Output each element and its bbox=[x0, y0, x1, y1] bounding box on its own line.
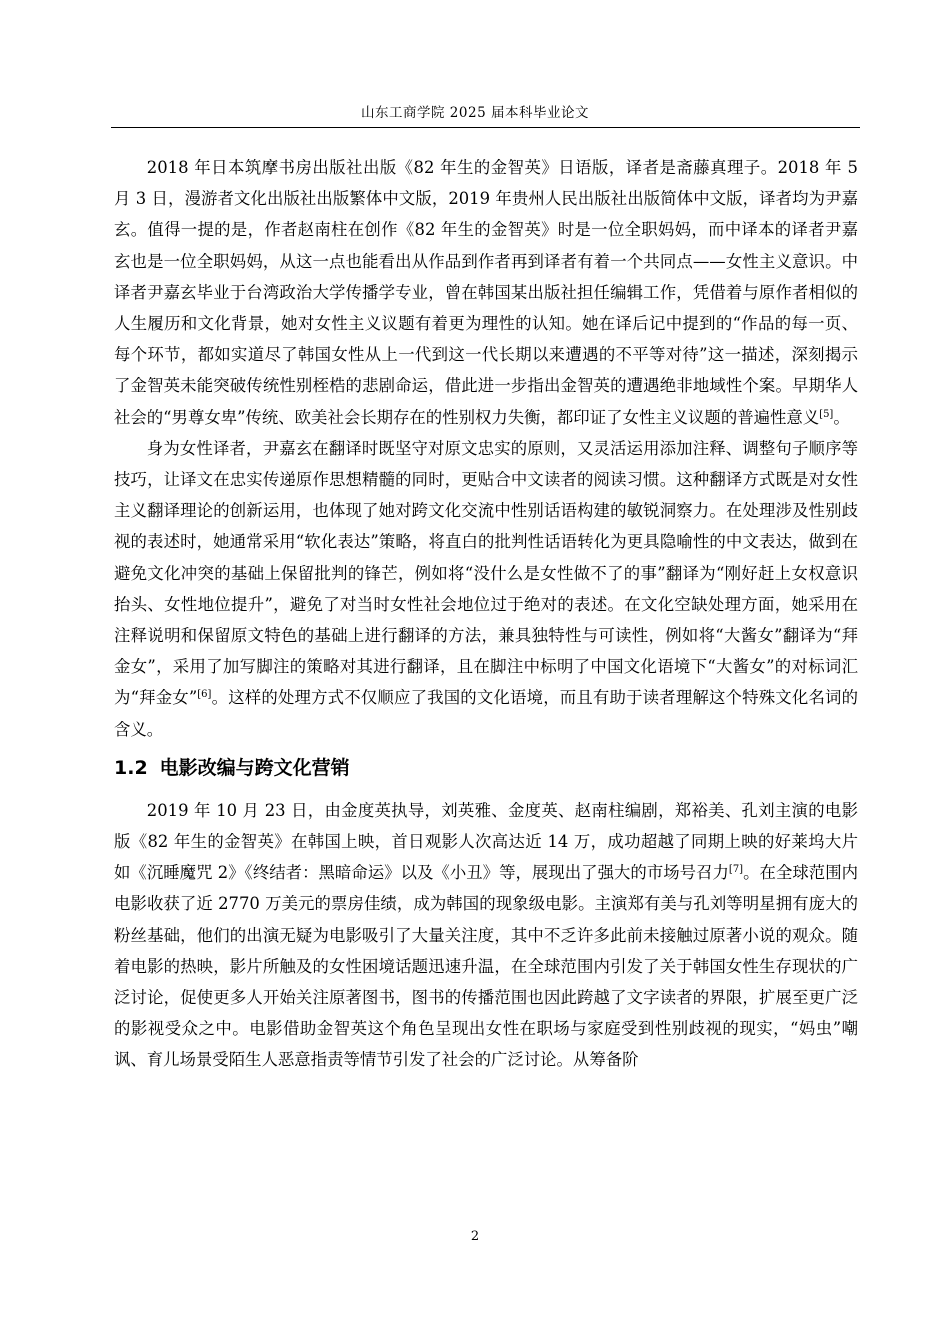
paragraph-text: 2018 年日本筑摩书房出版社出版《82 年生的金智英》日语版，译者是斋藤真理子。2018 年 5 月 3 日，漫游者文化出版社出版繁体中文版，2019 年贵州人民出版社出版简体中文版，译者均为尹嘉玄。值得一提的是，作者赵南柱在创作《82 年生的金智英》时是一位全职妈妈，而中译本的译者尹嘉玄也是一位全职妈妈，从这一点也能看出从作品到作者再到译者有着一个共同点——女性主义意识。中译者尹嘉玄毕业于台湾政治大学传播学专业，曾在韩国某出版社担任编辑工作，凭借着与原作者相似的人生履历和文化背景，她对女性主义议题有着更为理性的认知。她在译后记中提到的“作品的每一页、每个环节，都如实道尽了韩国女性从上一代到这一代长期以来遭遇的不平等对待”这一描述，深刻揭示了金智英未能突破传统性别桎梏的悲剧命运，借此进一步指出金智英的遭遇绝非地域性个案。早期华人社会的“男尊女卑”传统、欧美社会长期存在的性别权力失衡，都印证了女性主义议题的普遍性意义 bbox=[114, 158, 858, 427]
page-number: 2 bbox=[470, 1229, 480, 1244]
citation-ref: [5] bbox=[819, 408, 834, 420]
paragraph-film-adaptation bbox=[114, 795, 858, 1076]
paragraph-text: 身为女性译者，尹嘉玄在翻译时既坚守对原文忠实的原则，又灵活运用添加注释、调整句子顺序等技巧，让译文在忠实传递原作思想精髓的同时，更贴合中文读者的阅读习惯。这种翻译方式既是对女性主义翻译理论的创新运用，也体现了她对跨文化交流中性别话语构建的敏锐洞察力。在处理涉及性别歧视的表述时，她通常采用“软化表达”策略，将直白的批判性话语转化为更具隐喻性的中文表达，做到在避免文化冲突的基础上保留批判的锋芒，例如将“没什么是女性做不了的事”翻译为“刚好赶上女权意识抬头、女性地位提升”，避免了对当时女性社会地位过于绝对的表述。在文化空缺处理方面，她采用在注释说明和保留原文特色的基础上进行翻译的方法，兼具独特性与可读性，例如将“大酱女”翻译为“拜金女”，采用了加写脚注的策略对其进行翻译，且在脚注中标明了中国文化语境下“大酱女”的对标词汇为“拜金女” bbox=[114, 438, 858, 708]
paragraph-text-tail: 。这样的处理方式不仅顺应了我国的文化语境，而且有助于读者理解这个特殊文化名词的含义。 bbox=[114, 688, 858, 739]
section-number: 1.2 bbox=[114, 756, 148, 779]
paragraph-translator-strategy bbox=[114, 433, 858, 745]
paragraph-text-tail: 。在全球范围内电影收获了近 2770 万美元的票房佳绩，成为韩国的现象级电影。主演郑有美与孔刘等明星拥有庞大的粉丝基础，他们的出演无疑为电影吸引了大量关注度，其中不乏许多此前未接触过原著小说的观众。随着电影的热映，影片所触及的女性困境话题迅速升温，在全球范围内引发了关于韩国女性生存现状的广泛讨论，促使更多人开始关注原著图书，图书的传播范围也因此跨越了文字读者的界限，扩展至更广泛的影视受众之中。电影借助金智英这个角色呈现出女性在职场与家庭受到性别歧视的现实，“妈虫”嘲讽、育儿场景受陌生人恶意指责等情节引发了社会的广泛讨论。从筹备阶 bbox=[114, 863, 859, 1070]
body-content bbox=[114, 152, 858, 1076]
header-rule bbox=[111, 127, 860, 128]
running-header: 山东工商学院 2025 届本科毕业论文 bbox=[361, 105, 589, 121]
citation-ref: [7] bbox=[728, 864, 744, 876]
paragraph-text-tail: 。 bbox=[833, 407, 850, 427]
paragraph-text: 2019 年 10 月 23 日，由金度英执导，刘英雅、金度英、赵南柱编剧，郑裕美、孔刘主演的电影版《82 年生的金智英》在韩国上映，首日观影人次高达近 14 万，成功超越了同期上映的好莱坞大片如《沉睡魔咒 2》《终结者：黑暗命运》以及《小丑》等，展现出了强大的市场号召力 bbox=[114, 800, 858, 883]
paragraph-translation-history bbox=[114, 152, 858, 433]
section-heading bbox=[114, 749, 858, 787]
citation-ref: [6] bbox=[197, 689, 212, 701]
section-title: 电影改编与跨文化营销 bbox=[159, 756, 350, 779]
